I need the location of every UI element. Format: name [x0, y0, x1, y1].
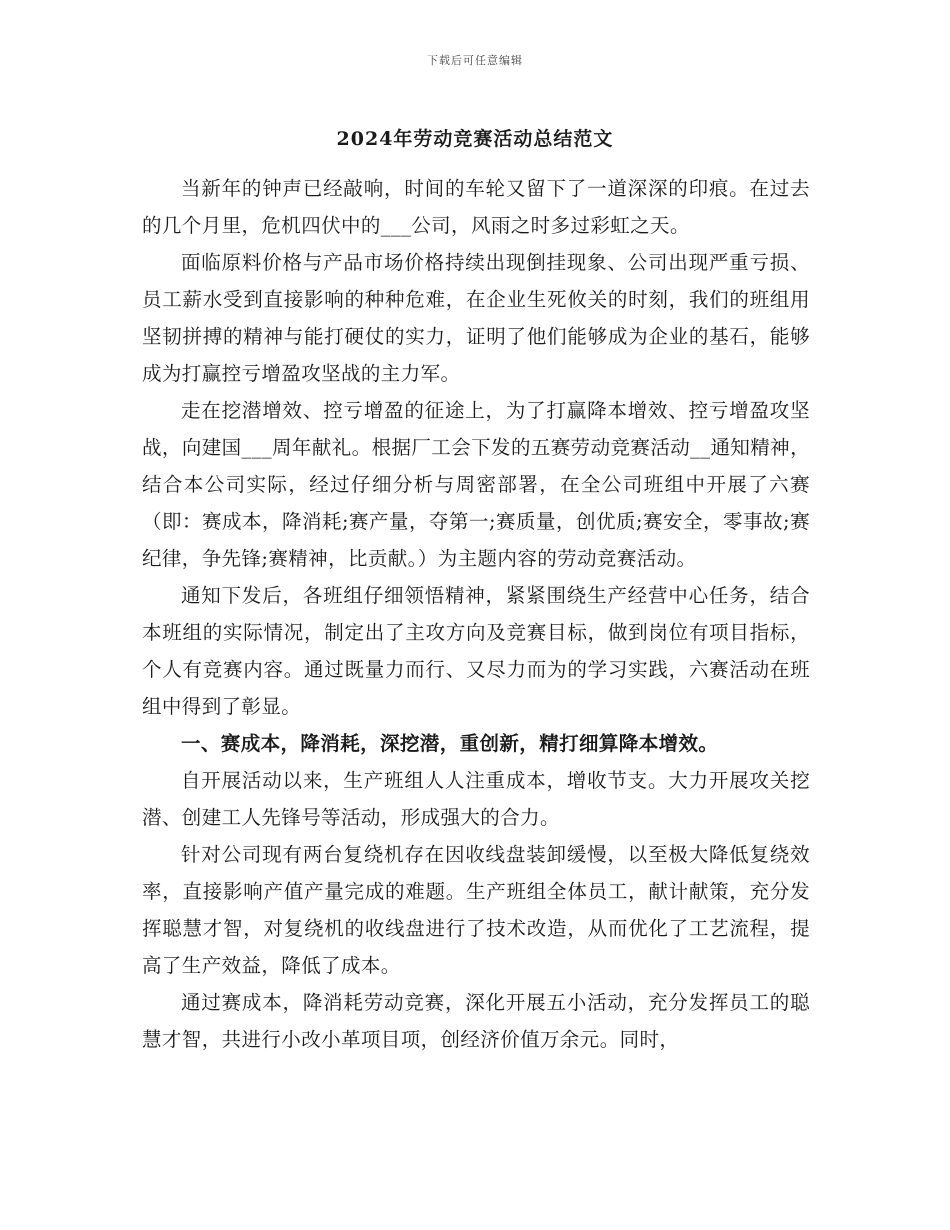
paragraph: 自开展活动以来，生产班组人人注重成本，增收节支。大力开展攻关挖潜、创建工人先锋号等活动，形成强大的合力。 — [142, 769, 810, 829]
paragraph: 面临原料价格与产品市场价格持续出现倒挂现象、公司出现严重亏损、员工薪水受到直接影响的种种危难，在企业生死攸关的时刻，我们的班组用坚韧拼搏的精神与能打硬仗的实力，证明了他们能够成为企业的基石，能够成为打赢控亏增盈攻坚战的主力军。 — [142, 251, 810, 385]
page-header: 下载后可任意编辑 — [427, 54, 523, 67]
paragraph: 通过赛成本，降消耗劳动竞赛，深化开展五小活动，充分发挥员工的聪慧才智，共进行小改小革项目项，创经济价值万余元。同时， — [142, 991, 810, 1051]
paragraph: 走在挖潜增效、控亏增盈的征途上，为了打赢降本增效、控亏增盈攻坚战，向建国___周年献礼。根据厂工会下发的五赛劳动竞赛活动__通知精神，结合本公司实际，经过仔细分析与周密部署，在全公司班组中开展了六赛（即：赛成本，降消耗;赛产量，夺第一;赛质量，创优质;赛安全，零事故;赛纪律，争先锋;赛精神，比贡献。）为主题内容的劳动竞赛活动。 — [142, 399, 810, 570]
document-title: 2024年劳动竞赛活动总结范文 — [336, 128, 614, 150]
paragraph: 当新年的钟声已经敲响，时间的车轮又留下了一道深深的印痕。在过去的几个月里，危机四伏中的___公司，风雨之时多过彩虹之天。 — [142, 177, 810, 237]
paragraph: 通知下发后，各班组仔细领悟精神，紧紧围绕生产经营中心任务，结合本班组的实际情况，制定出了主攻方向及竞赛目标，做到岗位有项目指标，个人有竞赛内容。通过既量力而行、又尽力而为的学习实践，六赛活动在班组中得到了彰显。 — [142, 584, 810, 718]
document-body — [142, 170, 810, 1058]
paragraph: 针对公司现有两台复绕机存在因收线盘装卸缓慢，以至极大降低复绕效率，直接影响产值产量完成的难题。生产班组全体员工，献计献策，充分发挥聪慧才智，对复绕机的收线盘进行了技术改造，从而优化了工艺流程，提高了生产效益，降低了成本。 — [142, 843, 810, 977]
section-heading: 一、赛成本，降消耗，深挖潜，重创新，精打细算降本增效。 — [181, 732, 719, 755]
